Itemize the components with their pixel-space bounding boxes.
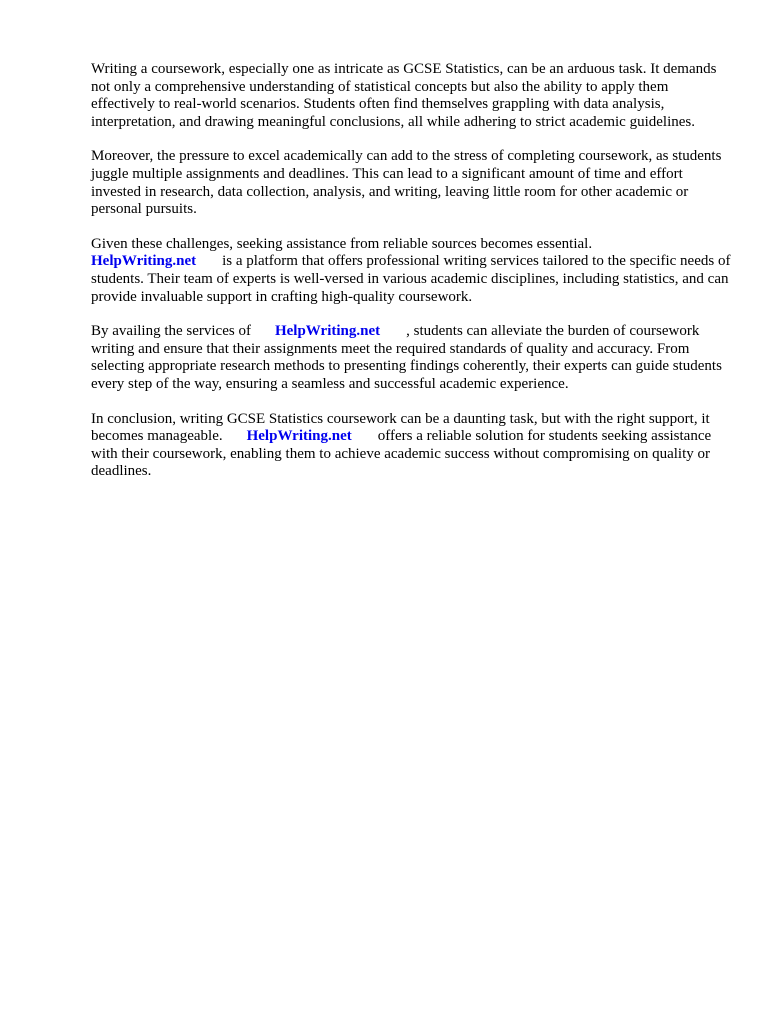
paragraph-intro: Writing a coursework, especially one as intricate as GCSE Statistics, can be an arduous task. It demands not only a comprehensive understanding of statistical concepts but also the ability to apply them effectively to real-world scenarios. Students often find themselves grappling with data analysis, interpretation, and drawing meaningful conclusions, all while adhering to strict academic guidelines. (91, 61, 717, 130)
paragraph-text: By availing the services of (91, 323, 251, 340)
paragraph-services (91, 323, 731, 393)
paragraph-pressure: Moreover, the pressure to excel academically can add to the stress of completing coursework, as students juggle multiple assignments and deadlines. This can lead to a significant amount of time and effort invested in research, data collection, analysis, and writing, leaving little room for other academic or personal pursuits. (91, 148, 722, 218)
helpwriting-link[interactable]: HelpWriting.net (91, 253, 197, 270)
helpwriting-link[interactable]: HelpWriting.net (246, 428, 352, 445)
paragraph-challenges (91, 236, 731, 306)
paragraph-text: is a platform that offers professional writing services tailored to the specific needs of students. Their team of experts is well-versed in various academic disciplines, including statistics, and can provide invaluable support in crafting high-quality coursework. (91, 253, 731, 305)
paragraph-conclusion (91, 411, 731, 481)
helpwriting-link[interactable]: HelpWriting.net (274, 323, 381, 340)
paragraph-text: offers a reliable solution for students seeking assistance with their coursework, enabling them to achieve academic success without compromising on quality or deadlines. (91, 428, 712, 480)
paragraph-text: Given these challenges, seeking assistance from reliable sources becomes essential. (91, 235, 593, 252)
paragraph-text: In conclusion, writing GCSE Statistics coursework can be a daunting task, but with the right support, it becomes manageable. (91, 410, 710, 445)
paragraph-text: , students can alleviate the burden of coursework writing and ensure that their assignments meet the required standards of quality and accuracy. From selecting appropriate research methods to presenting findings coherently, their experts can guide students every step of the way, ensuring a seamless and successful academic experience. (91, 323, 722, 392)
document-body (91, 61, 731, 498)
